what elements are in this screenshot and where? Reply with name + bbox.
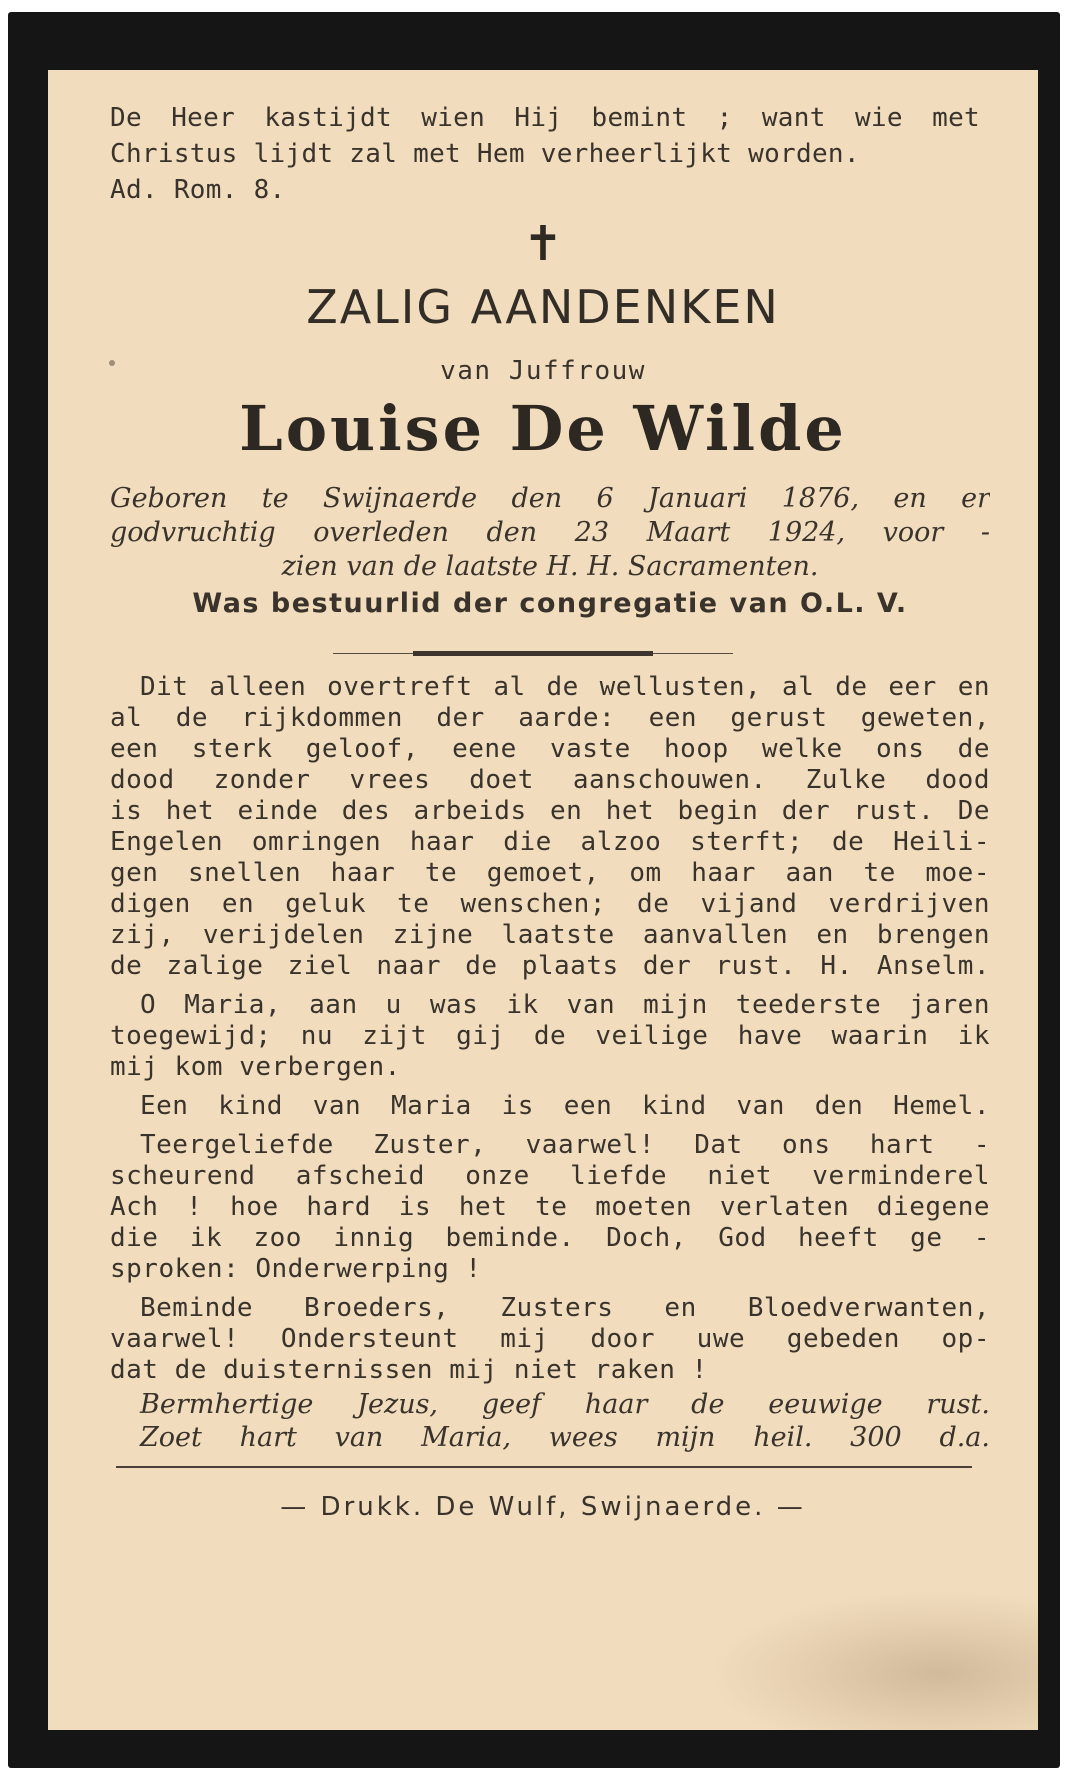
text-line: Teergeliefde Zuster, vaarwel! Dat ons hart -	[140, 1130, 990, 1160]
paragraph	[110, 1091, 990, 1122]
birth-death-info	[110, 482, 990, 584]
text-line: gen snellen haar te gemoet, om haar aan te moe-	[110, 858, 990, 888]
text-line: O Maria, aan u was ik van mijn teederste jaren	[140, 990, 990, 1020]
closing-prayer	[110, 1388, 990, 1454]
meditation-text	[110, 672, 990, 1394]
paragraph	[110, 990, 990, 1083]
epigraph-line: Christus lijdt zal met Hem verheerlijkt worden.	[110, 139, 860, 169]
paragraph	[110, 1293, 990, 1386]
paragraph	[110, 672, 990, 982]
prayer-line: Bermhertige Jezus, geef haar de eeuwige rust.	[140, 1389, 990, 1420]
epigraph-line: De Heer kastijdt wien Hij bemint ; want wie met	[110, 103, 980, 133]
text-line: Een kind van Maria is een kind van den Hemel.	[140, 1091, 990, 1121]
footer-rule	[116, 1466, 972, 1468]
role-statement: Was bestuurlid der congregatie van O.L. V.	[192, 588, 908, 619]
divider-bar	[413, 651, 653, 656]
card-title: ZALIG AANDENKEN	[306, 280, 780, 334]
text-line: een sterk geloof, eene vaste hoop welke ons de	[110, 734, 990, 764]
deceased-name: Louise De Wilde	[239, 392, 847, 465]
text-line: digen en geluk te wenschen; de vijand verdrijven	[110, 889, 990, 919]
text-line: Engelen omringen haar die alzoo sterft; de Heili-	[110, 827, 990, 857]
text-line: die ik zoo innig beminde. Doch, God heeft ge -	[110, 1223, 990, 1253]
text-line: zij, verijdelen zijne laatste aanvallen en brengen	[110, 920, 990, 950]
cross-icon: ✝	[522, 216, 564, 272]
card-subtitle: van Juffrouw	[440, 356, 646, 386]
text-line: de zalige ziel naar de plaats der rust. H. Anselm.	[110, 951, 990, 981]
text-line: Dit alleen overtreft al de wellusten, al de eer en	[140, 672, 990, 702]
text-line: mij kom verbergen.	[110, 1052, 401, 1082]
printer-credit: — Drukk. De Wulf, Swijnaerde. —	[280, 1492, 806, 1522]
text-line: al de rijkdommen der aarde: een gerust geweten,	[110, 703, 990, 733]
paragraph	[110, 1130, 990, 1285]
birth-death-line: zien van de laatste H. H. Sacramenten.	[281, 551, 819, 582]
paper-stain	[708, 1590, 1038, 1730]
birth-death-line: godvruchtig overleden den 23 Maart 1924, voor -	[110, 517, 990, 548]
text-line: dood zonder vrees doet aanschouwen. Zulke dood	[110, 765, 990, 795]
epigraph	[110, 100, 980, 208]
text-line: vaarwel! Ondersteunt mij door uwe gebeden op-	[110, 1324, 990, 1354]
memorial-card	[48, 70, 1038, 1730]
text-line: dat de duisternissen mij niet raken !	[110, 1355, 708, 1385]
text-line: sproken: Onderwerping !	[110, 1254, 482, 1284]
mourning-border	[8, 12, 1060, 1768]
text-line: is het einde des arbeids en het begin der rust. De	[110, 796, 990, 826]
birth-death-line: Geboren te Swijnaerde den 6 Januari 1876, en er	[110, 483, 990, 514]
ornamental-divider	[333, 650, 733, 658]
prayer-line: Zoet hart van Maria, wees mijn heil. 300 d.a.	[140, 1422, 990, 1453]
text-line: toegewijd; nu zijt gij de veilige have waarin ik	[110, 1021, 990, 1051]
text-line: Beminde Broeders, Zusters en Bloedverwanten,	[140, 1293, 990, 1323]
text-line: Ach ! hoe hard is het te moeten verlaten diegene	[110, 1192, 990, 1222]
text-line: scheurend afscheid onze liefde niet verminderel	[110, 1161, 990, 1191]
epigraph-reference: Ad. Rom. 8.	[110, 175, 286, 205]
